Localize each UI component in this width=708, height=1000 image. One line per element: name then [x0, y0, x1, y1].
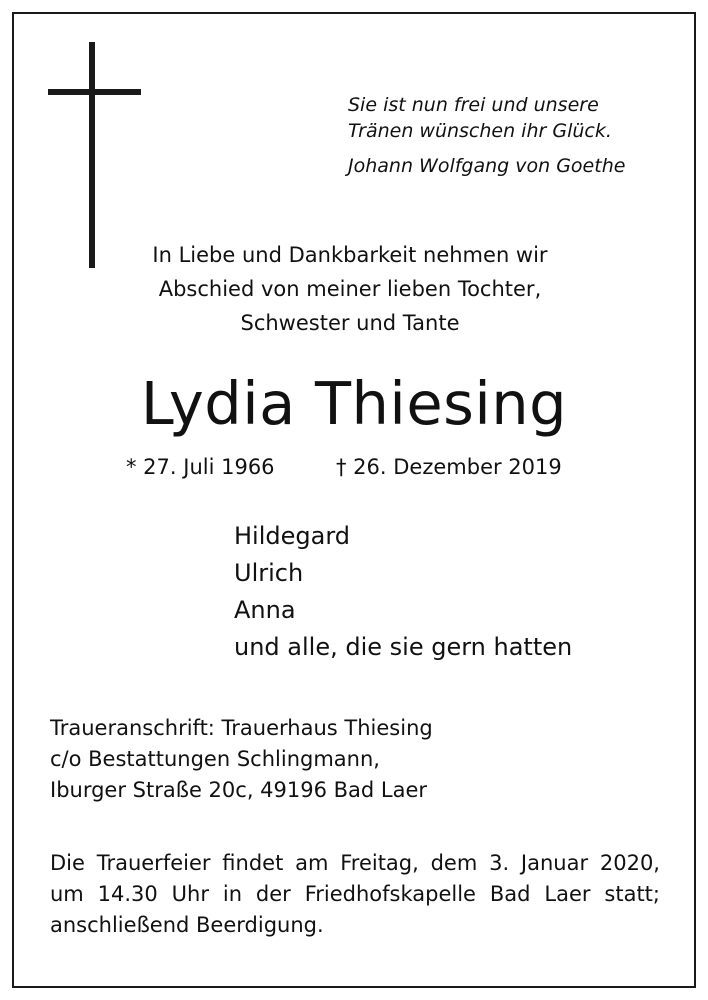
intro-line-1: In Liebe und Dankbarkeit nehmen wir [152, 243, 548, 267]
mourner-3: Anna [234, 596, 296, 624]
mourner-4: und alle, die sie gern hatten [234, 633, 573, 661]
mourner-1: Hildegard [234, 522, 351, 550]
intro-line-3: Schwester und Tante [240, 311, 460, 335]
birth-date: * 27. Juli 1966 [126, 455, 275, 479]
intro-text [100, 238, 600, 340]
goethe-quote [348, 92, 678, 179]
quote-line-1: Sie ist nun frei und unsere [348, 94, 599, 116]
address-line-1: Traueranschrift: Trauerhaus Thiesing [50, 716, 433, 740]
mourners-list [234, 518, 572, 666]
address-line-3: Iburger Straße 20c, 49196 Bad Laer [50, 778, 428, 802]
death-date: † 26. Dezember 2019 [336, 455, 562, 479]
funeral-ceremony-info [50, 848, 660, 941]
deceased-name: Lydia Thiesing [140, 369, 568, 438]
mourner-2: Ulrich [234, 559, 304, 587]
quote-author: Johann Wolfgang von Goethe [348, 155, 626, 177]
quote-line-2: Tränen wünschen ihr Glück. [348, 120, 612, 142]
ceremony-line-3: anschließend Beerdigung. [50, 913, 324, 937]
address-line-2: c/o Bestattungen Schlingmann, [50, 747, 380, 771]
mourning-address [50, 713, 433, 806]
ceremony-line-2: um 14.30 Uhr in der Friedhofskapelle Bad Laer statt; [50, 882, 660, 906]
cross-horizontal-bar [48, 89, 141, 95]
cross-vertical-bar [89, 42, 95, 268]
intro-line-2: Abschied von meiner lieben Tochter, [158, 277, 542, 301]
ceremony-line-1: Die Trauerfeier findet am Freitag, dem 3. Januar 2020, [50, 851, 660, 875]
